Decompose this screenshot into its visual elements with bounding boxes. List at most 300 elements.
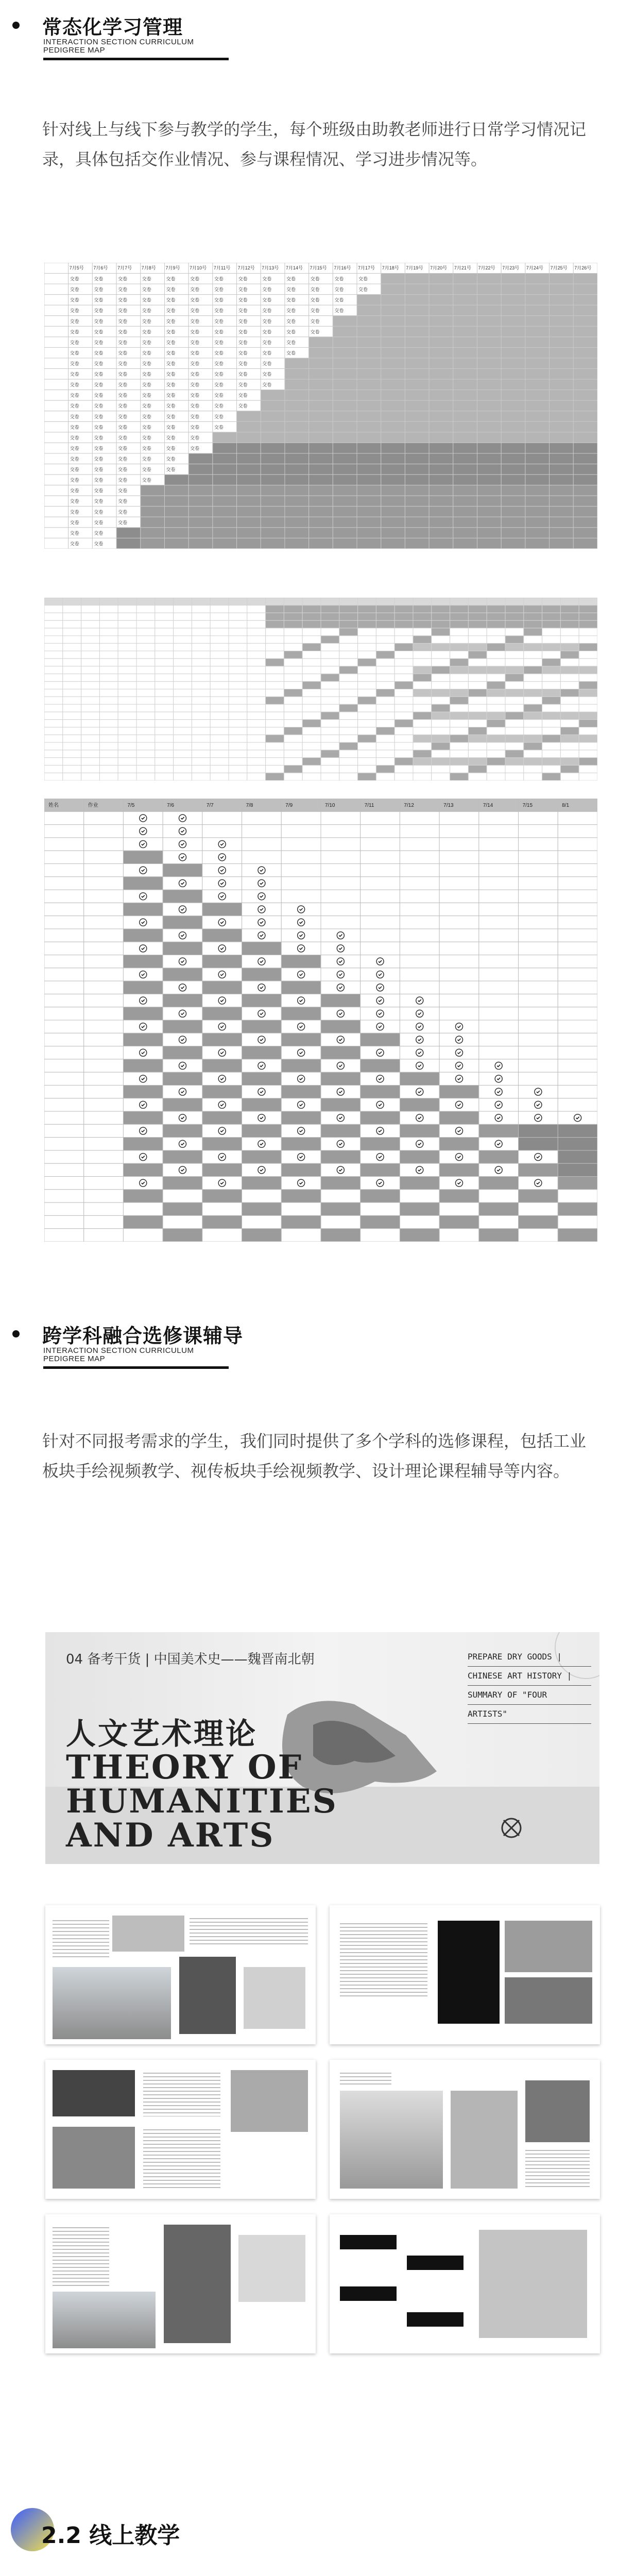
spreadsheet-cell [84, 903, 124, 916]
spreadsheet-cell [432, 651, 450, 659]
spreadsheet-cell [505, 758, 524, 766]
spreadsheet-cell [505, 658, 524, 666]
spreadsheet-header-cell: 7月12号 [237, 265, 255, 270]
spreadsheet-cell [261, 496, 285, 506]
spreadsheet-cell-text: 交卷 [70, 308, 79, 314]
spreadsheet-cell-text: 交卷 [238, 340, 248, 345]
spreadsheet-cell [44, 598, 63, 605]
spreadsheet-cell [439, 1215, 479, 1228]
spreadsheet-cell [519, 1046, 558, 1059]
spreadsheet-cell [284, 674, 302, 682]
spreadsheet-cell [479, 981, 519, 994]
spreadsheet-cell [439, 955, 479, 968]
spreadsheet-cell [542, 689, 561, 697]
spreadsheet-cell [261, 474, 285, 485]
spreadsheet-cell [394, 712, 413, 720]
spreadsheet-cell [439, 929, 479, 942]
spreadsheet-cell [302, 735, 321, 742]
spreadsheet-cell-text: 交卷 [142, 371, 151, 377]
spreadsheet-cell [501, 284, 525, 295]
spreadsheet-cell [501, 528, 525, 538]
spreadsheet-cell [558, 1215, 597, 1228]
spreadsheet-cell [266, 598, 284, 605]
spreadsheet-cell-text: 交卷 [94, 467, 104, 472]
spreadsheet-cell [210, 666, 229, 674]
spreadsheet-cell [84, 825, 124, 838]
spreadsheet-cell [550, 538, 574, 549]
spreadsheet-cell [360, 1163, 400, 1176]
spreadsheet-cell-text: 交卷 [142, 350, 151, 356]
spreadsheet-cell [321, 877, 360, 890]
spreadsheet-cell [285, 421, 309, 432]
spreadsheet-cell-text: 交卷 [118, 456, 128, 462]
spreadsheet-cell [123, 1059, 163, 1072]
spreadsheet-cell [450, 704, 469, 712]
spreadsheet-cell [281, 981, 321, 994]
spreadsheet-cell [432, 765, 450, 773]
spreadsheet-cell [302, 704, 321, 712]
spreadsheet-cell [381, 390, 405, 401]
spreadsheet-cell [237, 496, 261, 506]
spreadsheet-cell [439, 863, 479, 876]
spreadsheet-cell [468, 658, 487, 666]
spreadsheet-cell [525, 305, 550, 316]
spreadsheet-cell [376, 720, 394, 727]
spreadsheet-cell [477, 284, 502, 295]
spreadsheet-cell [210, 697, 229, 704]
spreadsheet-cell [360, 838, 400, 851]
spreadsheet-cell [44, 712, 63, 720]
spreadsheet-cell [237, 538, 261, 549]
spreadsheet-cell [479, 863, 519, 876]
spreadsheet-header-cell: 7/13 [443, 803, 454, 808]
spreadsheet-cell [174, 727, 192, 735]
course-page-thumbnail [330, 2060, 600, 2199]
spreadsheet-header-cell: 7月14号 [285, 265, 303, 270]
spreadsheet-cell [44, 863, 84, 876]
spreadsheet-cell [400, 903, 439, 916]
spreadsheet-cell [558, 1124, 597, 1137]
spreadsheet-cell [229, 643, 247, 651]
spreadsheet-cell [44, 305, 68, 316]
spreadsheet-cell [579, 598, 597, 605]
spreadsheet-cell [376, 636, 394, 643]
spreadsheet-cell-text: 交卷 [238, 382, 248, 388]
spreadsheet-cell [44, 942, 84, 955]
spreadsheet-cell [63, 666, 81, 674]
spreadsheet-cell [84, 890, 124, 903]
spreadsheet-cell [550, 284, 574, 295]
spreadsheet-cell [453, 411, 477, 422]
spreadsheet-cell [560, 735, 579, 742]
spreadsheet-cell [573, 443, 597, 453]
spreadsheet-cell [542, 620, 561, 628]
spreadsheet-cell [321, 605, 339, 613]
spreadsheet-cell [123, 903, 163, 916]
section-title: 跨学科融合选修课辅导 [42, 1325, 244, 1347]
humanities-banner [45, 1632, 599, 1864]
spreadsheet-cell [174, 628, 192, 636]
spreadsheet-cell [247, 689, 266, 697]
spreadsheet-cell [266, 742, 284, 750]
spreadsheet-cell [487, 651, 505, 659]
spreadsheet-cell [141, 506, 165, 517]
spreadsheet-cell [487, 712, 505, 720]
spreadsheet-cell [432, 643, 450, 651]
spreadsheet-cell [453, 379, 477, 390]
spreadsheet-cell [432, 636, 450, 643]
spreadsheet-cell [405, 347, 429, 358]
spreadsheet-cell [284, 636, 302, 643]
spreadsheet-cell [155, 605, 174, 613]
spreadsheet-cell [519, 1215, 558, 1228]
spreadsheet-cell [284, 750, 302, 758]
spreadsheet-cell [44, 968, 84, 981]
spreadsheet-cell [81, 658, 100, 666]
spreadsheet-cell [358, 765, 376, 773]
spreadsheet-cell [84, 955, 124, 968]
spreadsheet-cell [284, 712, 302, 720]
spreadsheet-cell [453, 337, 477, 348]
spreadsheet-cell [573, 305, 597, 316]
spreadsheet-cell [453, 432, 477, 443]
spreadsheet-cell [261, 411, 285, 422]
spreadsheet-cell [229, 697, 247, 704]
spreadsheet-cell [381, 506, 405, 517]
spreadsheet-cell-text: 交卷 [166, 329, 176, 335]
spreadsheet-cell [394, 598, 413, 605]
spreadsheet-cell [266, 651, 284, 659]
spreadsheet-cell [357, 390, 381, 401]
spreadsheet-cell [429, 284, 453, 295]
spreadsheet-cell-text: 交卷 [214, 308, 224, 314]
spreadsheet-cell-text: 交卷 [142, 467, 151, 472]
spreadsheet-cell [321, 735, 339, 742]
spreadsheet-cell [174, 704, 192, 712]
spreadsheet-cell [44, 994, 84, 1007]
spreadsheet-cell-text: 交卷 [190, 350, 200, 356]
spreadsheet-cell [505, 651, 524, 659]
spreadsheet-cell [573, 517, 597, 528]
spreadsheet-cell [118, 651, 136, 659]
spreadsheet-cell [524, 742, 542, 750]
spreadsheet-cell [524, 765, 542, 773]
spreadsheet-cell [573, 474, 597, 485]
spreadsheet-cell [450, 712, 469, 720]
spreadsheet-cell-text: 交卷 [118, 318, 128, 324]
spreadsheet-cell [376, 682, 394, 689]
spreadsheet-cell [439, 981, 479, 994]
spreadsheet-cell [281, 1007, 321, 1020]
spreadsheet-cell [453, 390, 477, 401]
spreadsheet-cell [560, 658, 579, 666]
spreadsheet-cell [579, 666, 597, 674]
spreadsheet-cell [44, 295, 68, 306]
spreadsheet-cell [453, 284, 477, 295]
spreadsheet-cell [381, 474, 405, 485]
spreadsheet-cell [302, 682, 321, 689]
spreadsheet-cell [479, 1229, 519, 1242]
spreadsheet-cell [468, 666, 487, 674]
spreadsheet-cell [210, 758, 229, 766]
spreadsheet-cell [560, 643, 579, 651]
spreadsheet-cell [477, 464, 502, 475]
spreadsheet-cell [99, 598, 118, 605]
spreadsheet-cell-text: 交卷 [118, 371, 128, 377]
spreadsheet-cell [519, 929, 558, 942]
spreadsheet-cell-text: 交卷 [70, 361, 79, 366]
spreadsheet-cell [479, 1215, 519, 1228]
spreadsheet-cell [99, 636, 118, 643]
spreadsheet-cell [118, 658, 136, 666]
spreadsheet-cell [413, 682, 432, 689]
section-bullet [12, 1330, 20, 1337]
spreadsheet-cell-text: 交卷 [238, 329, 248, 335]
spreadsheet-cell-text: 交卷 [286, 350, 296, 356]
spreadsheet-cell [550, 421, 574, 432]
spreadsheet-cell [358, 613, 376, 621]
spreadsheet-cell [357, 347, 381, 358]
spreadsheet-cell [376, 750, 394, 758]
spreadsheet-cell [550, 517, 574, 528]
spreadsheet-cell [453, 517, 477, 528]
spreadsheet-cell [558, 981, 597, 994]
spreadsheet-cell [202, 1138, 242, 1150]
spreadsheet-header-cell: 7月24号 [526, 265, 543, 270]
spreadsheet-cell-text: 交卷 [190, 276, 200, 282]
spreadsheet-cell [560, 666, 579, 674]
spreadsheet-cell [302, 628, 321, 636]
spreadsheet-cell [163, 1202, 202, 1215]
spreadsheet-cell [155, 704, 174, 712]
spreadsheet-cell [302, 727, 321, 735]
spreadsheet-cell [123, 851, 163, 863]
spreadsheet-cell [84, 1020, 124, 1033]
spreadsheet-cell-text: 交卷 [334, 297, 344, 303]
spreadsheet-cell [237, 485, 261, 496]
spreadsheet-cell-text: 交卷 [118, 297, 128, 303]
spreadsheet-cell [400, 1124, 439, 1137]
spreadsheet-cell [333, 538, 357, 549]
spreadsheet-cell [247, 704, 266, 712]
spreadsheet-header-cell: 7月15号 [310, 265, 327, 270]
spreadsheet-cell [501, 474, 525, 485]
spreadsheet-cell-text: 交卷 [262, 287, 272, 293]
spreadsheet-cell [558, 838, 597, 851]
spreadsheet-cell [432, 758, 450, 766]
spreadsheet-cell [202, 1033, 242, 1046]
spreadsheet-cell [405, 453, 429, 464]
spreadsheet-cell [266, 666, 284, 674]
spreadsheet-cell [381, 316, 405, 327]
spreadsheet-cell [579, 727, 597, 735]
spreadsheet-cell [519, 1124, 558, 1137]
spreadsheet-cell [477, 326, 502, 337]
spreadsheet-cell [339, 628, 358, 636]
spreadsheet-cell [237, 474, 261, 485]
spreadsheet-cell [229, 742, 247, 750]
section-title: 2.2 线上教学 [41, 2522, 180, 2549]
spreadsheet-cell [84, 942, 124, 955]
spreadsheet-cell [44, 496, 68, 506]
spreadsheet-cell [118, 613, 136, 621]
spreadsheet-cell [44, 316, 68, 327]
spreadsheet-cell [358, 643, 376, 651]
spreadsheet-cell [519, 955, 558, 968]
spreadsheet-cell [309, 369, 333, 380]
spreadsheet-header-cell: 7月16号 [334, 265, 351, 270]
spreadsheet-cell [202, 955, 242, 968]
spreadsheet-cell [118, 598, 136, 605]
spreadsheet-cell [84, 1007, 124, 1020]
spreadsheet-cell [44, 838, 84, 851]
spreadsheet-cell-text: 交卷 [142, 425, 151, 430]
spreadsheet-cell [281, 1215, 321, 1228]
spreadsheet-cell-text: 交卷 [190, 382, 200, 388]
spreadsheet-cell [247, 598, 266, 605]
spreadsheet-cell [261, 390, 285, 401]
spreadsheet-cell [242, 1229, 282, 1242]
spreadsheet-cell [405, 305, 429, 316]
spreadsheet-cell [573, 284, 597, 295]
spreadsheet-cell [81, 712, 100, 720]
spreadsheet-cell [44, 773, 63, 781]
spreadsheet-cell [266, 628, 284, 636]
spreadsheet-cell [247, 628, 266, 636]
spreadsheet-cell [261, 464, 285, 475]
spreadsheet-cell-text: 交卷 [94, 509, 104, 515]
spreadsheet-cell [285, 411, 309, 422]
spreadsheet-cell [579, 605, 597, 613]
spreadsheet-cell [116, 528, 141, 538]
spreadsheet-cell [155, 674, 174, 682]
spreadsheet-cell [261, 453, 285, 464]
spreadsheet-cell [266, 727, 284, 735]
spreadsheet-cell [519, 851, 558, 863]
spreadsheet-cell [573, 421, 597, 432]
spreadsheet-cell-text: 交卷 [358, 276, 368, 282]
spreadsheet-cell [519, 1163, 558, 1176]
spreadsheet-cell [453, 421, 477, 432]
spreadsheet-cell-text: 交卷 [166, 393, 176, 398]
spreadsheet-cell [84, 1177, 124, 1190]
spreadsheet-cell [81, 620, 100, 628]
spreadsheet-cell [376, 628, 394, 636]
spreadsheet-cell [432, 674, 450, 682]
spreadsheet-cell [192, 712, 210, 720]
spreadsheet-cell [453, 506, 477, 517]
spreadsheet-cell [358, 666, 376, 674]
spreadsheet-cell [266, 636, 284, 643]
spreadsheet-cell [505, 704, 524, 712]
spreadsheet-cell-text: 交卷 [142, 287, 151, 293]
spreadsheet-cell [192, 628, 210, 636]
spreadsheet-cell [192, 666, 210, 674]
spreadsheet-cell [155, 773, 174, 781]
spreadsheet-cell [118, 720, 136, 727]
spreadsheet-cell [44, 432, 68, 443]
spreadsheet-cell [44, 1046, 84, 1059]
spreadsheet-cell [573, 432, 597, 443]
spreadsheet-cell [229, 682, 247, 689]
spreadsheet-cell [44, 877, 84, 890]
spreadsheet-cell [405, 432, 429, 443]
spreadsheet-cell [285, 517, 309, 528]
spreadsheet-cell [155, 765, 174, 773]
spreadsheet-cell-text: 交卷 [142, 329, 151, 335]
spreadsheet-cell [413, 773, 432, 781]
spreadsheet-cell [432, 750, 450, 758]
spreadsheet-cell [309, 390, 333, 401]
spreadsheet-cell [479, 942, 519, 955]
spreadsheet-cell [321, 689, 339, 697]
spreadsheet-cell [118, 689, 136, 697]
spreadsheet-cell [213, 485, 237, 496]
spreadsheet-cell [450, 598, 469, 605]
spreadsheet-cell [339, 658, 358, 666]
spreadsheet-cell-text: 交卷 [118, 414, 128, 419]
spreadsheet-cell [302, 689, 321, 697]
spreadsheet-cell [247, 712, 266, 720]
spreadsheet-cell [302, 613, 321, 621]
spreadsheet-cell [487, 750, 505, 758]
spreadsheet-cell [525, 400, 550, 411]
spreadsheet-cell [501, 326, 525, 337]
spreadsheet-cell [118, 682, 136, 689]
spreadsheet-cell [213, 443, 237, 453]
spreadsheet-cell [439, 968, 479, 981]
spreadsheet-cell [558, 955, 597, 968]
spreadsheet-cell [550, 443, 574, 453]
spreadsheet-cell [381, 421, 405, 432]
spreadsheet-cell-text: 交卷 [94, 488, 104, 494]
spreadsheet-cell [210, 598, 229, 605]
spreadsheet-cell [381, 432, 405, 443]
spreadsheet-cell [266, 643, 284, 651]
spreadsheet-cell [284, 742, 302, 750]
spreadsheet-cell-text: 交卷 [334, 276, 344, 282]
spreadsheet-cell [558, 942, 597, 955]
spreadsheet-cell [479, 811, 519, 824]
course-page-thumbnail [45, 1905, 316, 2044]
spreadsheet-cell [188, 506, 213, 517]
spreadsheet-cell [44, 704, 63, 712]
spreadsheet-cell [542, 651, 561, 659]
spreadsheet-cell [84, 1046, 124, 1059]
spreadsheet-cell [141, 517, 165, 528]
spreadsheet-cell [357, 305, 381, 316]
spreadsheet-header-cell: 7月11号 [213, 265, 231, 270]
spreadsheet-cell [192, 598, 210, 605]
spreadsheet-cell [247, 682, 266, 689]
spreadsheet-cell [163, 1098, 202, 1111]
spreadsheet-cell [450, 750, 469, 758]
spreadsheet-cell [477, 369, 502, 380]
spreadsheet-cell [321, 765, 339, 773]
spreadsheet-cell-text: 交卷 [142, 318, 151, 324]
spreadsheet-cell-text: 交卷 [286, 287, 296, 293]
spreadsheet-cell-text: 交卷 [94, 541, 104, 547]
spreadsheet-cell [302, 742, 321, 750]
spreadsheet-cell-text: 交卷 [358, 287, 368, 293]
spreadsheet-cell [174, 598, 192, 605]
spreadsheet-cell [525, 538, 550, 549]
spreadsheet-cell [44, 284, 68, 295]
spreadsheet-cell [84, 1202, 124, 1215]
spreadsheet-cell [284, 765, 302, 773]
spreadsheet-cell [321, 598, 339, 605]
spreadsheet-cell [432, 682, 450, 689]
